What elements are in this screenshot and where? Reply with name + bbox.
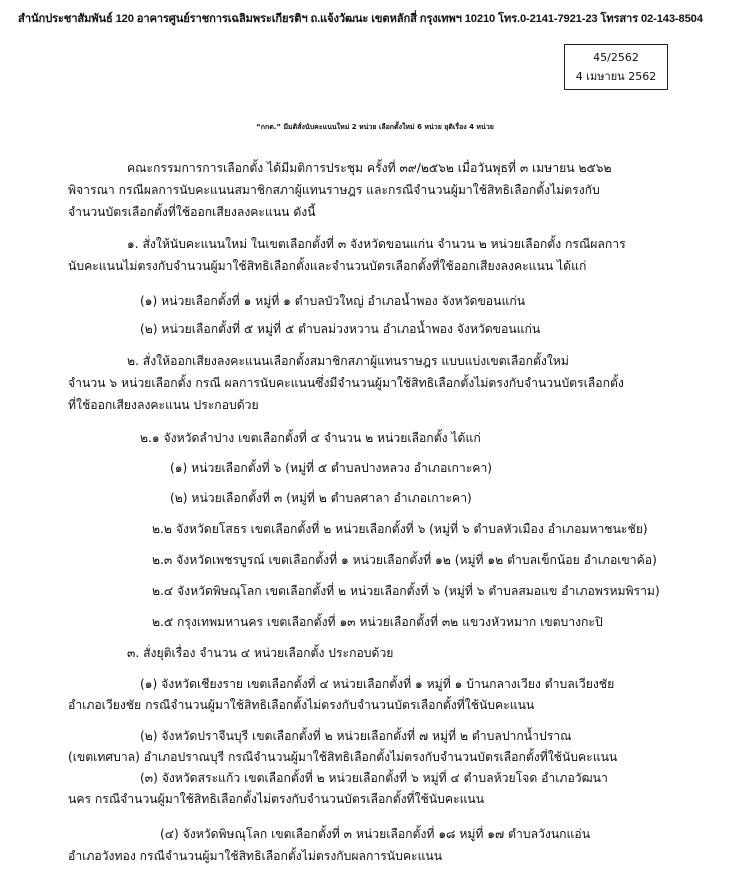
body-line: ๒.๑ จังหวัดลำปาง เขตเลือกตั้งที่ ๔ จำนวน ๒ หน่วยเลือกตั้ง ได้แก่ [140, 431, 481, 445]
body-line: ๒.๕ กรุงเทพมหานคร เขตเลือกตั้งที่ ๑๓ หน่วยเลือกตั้งที่ ๓๒ แขวงหัวหมาก เขตบางกะปิ [152, 615, 603, 629]
body-line: (๒) จังหวัดปราจีนบุรี เขตเลือกตั้งที่ ๒ หน่วยเลือกตั้งที่ ๗ หมู่ที่ ๒ ตำบลปากน้ำปราณ [140, 729, 572, 743]
body-line: (๓) จังหวัดสระแก้ว เขตเลือกตั้งที่ ๒ หน่วยเลือกตั้งที่ ๖ หมู่ที่ ๔ ตำบลห้วยโจด อำเภอวัฒนา [140, 771, 608, 785]
body-line: พิจารณา กรณีผลการนับคะแนนสมาชิกสภาผู้แทนราษฎร และกรณีจำนวนผู้มาใช้สิทธิเลือกตั้งไม่ตรงกับ [68, 183, 600, 197]
reference-box [564, 44, 668, 90]
body-line: (๑) หน่วยเลือกตั้งที่ ๖ (หมู่ที่ ๕ ตำบลปางหลวง อำเภอเกาะคา) [170, 461, 493, 475]
body-line: นับคะแนนไม่ตรงกับจำนวนผู้มาใช้สิทธิเลือกตั้งและจำนวนบัตรเลือกตั้งที่ใช้ออกเสียงลงคะแนน ได้แก่ [68, 259, 587, 273]
office-header: สำนักประชาสัมพันธ์ 120 อาคารศูนย์ราชการเฉลิมพระเกียรติฯ ถ.แจ้งวัฒนะ เขตหลักสี่ กรุงเทพฯ 10210 โทร.0-2141-7921-23 โทรสาร 02-143-8504 [18, 13, 703, 25]
body-line: (๔) จังหวัดพิษณุโลก เขตเลือกตั้งที่ ๓ หน่วยเลือกตั้งที่ ๑๘ หมู่ที่ ๑๗ ตำบลวังนกแอ่น [160, 827, 591, 841]
body-line: ๒. สั่งให้ออกเสียงลงคะแนนเลือกตั้งสมาชิกสภาผู้แทนราษฎร แบบแบ่งเขตเลือกตั้งใหม่ [127, 354, 569, 368]
body-line: อำเภอเวียงชัย กรณีจำนวนผู้มาใช้สิทธิเลือกตั้งไม่ตรงกับจำนวนบัตรเลือกตั้งที่ใช้นับคะแนน [68, 698, 535, 712]
body-line: (๑) หน่วยเลือกตั้งที่ ๑ หมู่ที่ ๑ ตำบลบัวใหญ่ อำเภอน้ำพอง จังหวัดขอนแก่น [140, 294, 526, 308]
body-line: ๒.๒ จังหวัดยโสธร เขตเลือกตั้งที่ ๒ หน่วยเลือกตั้งที่ ๖ (หมู่ที่ ๖ ตำบลหัวเมือง อำเภอมหาชนะชัย) [152, 522, 648, 536]
reference-number: 45/2562 [593, 51, 639, 64]
page-title: “กกต.” มีมติสั่งนับคะแนนใหม่ 2 หน่วย เลือกตั้งใหม่ 6 หน่วย ยุติเรื่อง 4 หน่วย [256, 123, 494, 131]
body-line: จำนวนบัตรเลือกตั้งที่ใช้ออกเสียงลงคะแนน ดังนี้ [68, 205, 316, 219]
body-line: ที่ใช้ออกเสียงลงคะแนน ประกอบด้วย [68, 398, 259, 412]
body-line: คณะกรรมการการเลือกตั้ง ได้มีมติการประชุม ครั้งที่ ๓๙/๒๕๖๒ เมื่อวันพุธที่ ๓ เมษายน ๒๕๖๒ [127, 161, 612, 175]
reference-date: 4 เมษายน 2562 [575, 70, 657, 83]
body-line: (๑) จังหวัดเชียงราย เขตเลือกตั้งที่ ๔ หน่วยเลือกตั้งที่ ๑ หมู่ที่ ๑ บ้านกลางเวียง ตำบลเวียงชัย [140, 677, 615, 691]
body-line: (๒) หน่วยเลือกตั้งที่ ๕ หมู่ที่ ๕ ตำบลม่วงหวาน อำเภอน้ำพอง จังหวัดขอนแก่น [140, 322, 541, 336]
body-line: ๒.๔ จังหวัดพิษณุโลก เขตเลือกตั้งที่ ๒ หน่วยเลือกตั้งที่ ๖ (หมู่ที่ ๖ ตำบลสมอแข อำเภอพรหมพิราม) [152, 584, 660, 598]
body-line: อำเภอวังทอง กรณีจำนวนผู้มาใช้สิทธิเลือกตั้งไม่ตรงกับผลการนับคะแนน [68, 849, 443, 863]
body-line: จำนวน ๖ หน่วยเลือกตั้ง กรณี ผลการนับคะแนนซึ่งมีจำนวนผู้มาใช้สิทธิเลือกตั้งไม่ตรงกับจำนวนบัตรเลือกตั้ง [68, 376, 624, 390]
body-line: ๑. สั่งให้นับคะแนนใหม่ ในเขตเลือกตั้งที่ ๓ จังหวัดขอนแก่น จำนวน ๒ หน่วยเลือกตั้ง กรณีผลการ [127, 237, 626, 251]
body-line: ๓. สั่งยุติเรื่อง จำนวน ๔ หน่วยเลือกตั้ง ประกอบด้วย [127, 646, 394, 660]
body-line: (๒) หน่วยเลือกตั้งที่ ๓ (หมู่ที่ ๒ ตำบลศาลา อำเภอเกาะคา) [170, 491, 472, 505]
body-line: ๒.๓ จังหวัดเพชรบูรณ์ เขตเลือกตั้งที่ ๑ หน่วยเลือกตั้งที่ ๑๒ (หมู่ที่ ๑๒ ตำบลเข็กน้อย อำเภอเขาค้อ) [152, 553, 657, 567]
body-line: (เขตเทศบาล) อำเภอปราณบุรี กรณีจำนวนผู้มาใช้สิทธิเลือกตั้งไม่ตรงกับจำนวนบัตรเลือกตั้งที่ใช้นับคะแนน [68, 750, 618, 764]
body-line: นคร กรณีจำนวนผู้มาใช้สิทธิเลือกตั้งไม่ตรงกับจำนวนบัตรเลือกตั้งที่ใช้นับคะแนน [68, 792, 485, 806]
